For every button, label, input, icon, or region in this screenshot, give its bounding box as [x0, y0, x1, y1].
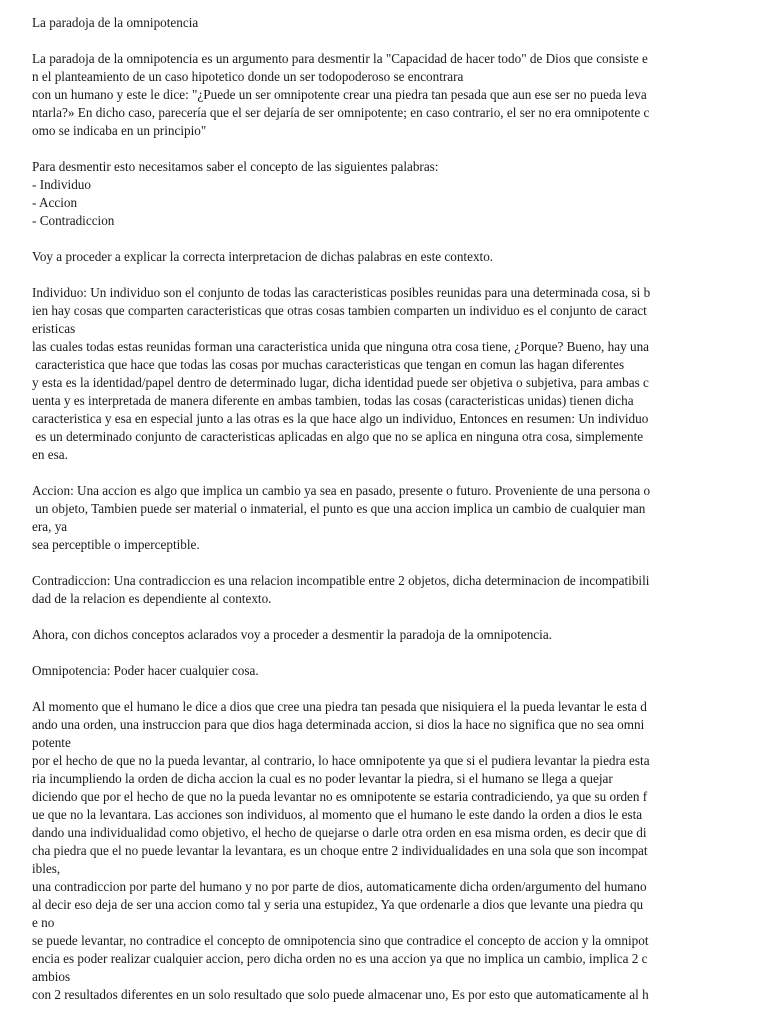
text-line: una contradiccion por parte del humano y no por parte de dios, automaticamente dicha orden/argumento del humano — [32, 879, 647, 894]
text-line: un objeto, Tambien puede ser material o inmaterial, el punto es que una accion implica un cambio de cualquier man — [32, 501, 646, 516]
text-line: encia es poder realizar cualquier accion, pero dicha orden no es una accion ya que no implica un cambio, implica 2 c — [32, 951, 648, 966]
text-line: - Individuo — [32, 177, 91, 192]
text-line: uenta y es interpretada de manera diferente en ambas tambien, todas las cosas (caracteristicas unidas) tienen dicha — [32, 393, 634, 408]
text-line: sea perceptible o imperceptible. — [32, 537, 200, 552]
text-line: era, ya — [32, 519, 68, 534]
text-line: es un determinado conjunto de caracteristicas aplicadas en algo que no se aplica en ninguna otra cosa, simplemente — [32, 429, 644, 444]
text-line: La paradoja de la omnipotencia es un argumento para desmentir la "Capacidad de hacer todo" de Dios que consiste e — [32, 51, 648, 66]
text-line: en esa. — [32, 447, 68, 462]
text-line: caracteristica y esa en especial junto a las otras es la que hace algo un individuo, Entonces en resumen: Un individuo — [32, 411, 649, 426]
text-line: se puede levantar, no contradice el concepto de omnipotencia sino que contradice el concepto de accion y la omnipot — [32, 933, 649, 948]
text-line: al decir eso deja de ser una accion como tal y seria una estupidez, Ya que ordenarle a dios que levante una piedra qu — [32, 897, 644, 912]
paragraph-gap — [32, 554, 742, 572]
text-line: - Accion — [32, 195, 78, 210]
paragraph-gap — [32, 32, 742, 50]
text-line: La paradoja de la omnipotencia — [32, 15, 199, 30]
text-line: las cuales todas estas reunidas forman una caracteristica unida que ninguna otra cosa tiene, ¿Porque? Bueno, hay una — [32, 339, 650, 354]
paragraph-gap — [32, 266, 742, 284]
paragraph-gap — [32, 680, 742, 698]
text-line: ibles, — [32, 861, 61, 876]
text-line: diciendo que por el hecho de que no la pueda levantar no es omnipotente se estaria contradiciendo, ya que su orden f — [32, 789, 648, 804]
text-line: ambios — [32, 969, 71, 984]
text-line: Omnipotencia: Poder hacer cualquier cosa. — [32, 663, 259, 678]
text-line: ntarla?» En dicho caso, parecería que el ser dejaría de ser omnipotente; en caso contrario, el ser no era omnipotente c — [32, 105, 650, 120]
text-line: caracteristica que hace que todas las cosas por muchas caracteristicas que tengan en comun las hagan diferentes — [32, 357, 625, 372]
paragraph-gap — [32, 140, 742, 158]
text-line: con un humano y este le dice: "¿Puede un ser omnipotente crear una piedra tan pesada que aun ese ser no pueda leva — [32, 87, 647, 102]
text-line: eristicas — [32, 321, 76, 336]
text-line: ien hay cosas que comparten caracteristicas que otras cosas tambien comparten un individuo es el conjunto de caract — [32, 303, 647, 318]
text-line: dad de la relacion es dependiente al contexto. — [32, 591, 272, 606]
text-line: Al momento que el humano le dice a dios que cree una piedra tan pesada que nisiquiera el la pueda levantar le esta d — [32, 699, 647, 714]
text-line: Accion: Una accion es algo que implica un cambio ya sea en pasado, presente o futuro. Proveniente de una persona o — [32, 483, 651, 498]
text-line: dando una individualidad como objetivo, el hecho de quejarse o darle otra orden en esa misma orden, es decir que di — [32, 825, 647, 840]
text-line: Para desmentir esto necesitamos saber el concepto de las siguientes palabras: — [32, 159, 439, 174]
text-line: n el planteamiento de un caso hipotetico donde un ser todopoderoso se encontrara — [32, 69, 464, 84]
text-line: Contradiccion: Una contradiccion es una relacion incompatible entre 2 objetos, dicha determinacion de incompatibili — [32, 573, 650, 588]
text-line: ria incumpliendo la orden de dicha accion la cual es no poder levantar la piedra, si el humano se llega a quejar — [32, 771, 613, 786]
paragraph-gap — [32, 230, 742, 248]
text-line: por el hecho de que no la pueda levantar, al contrario, lo hace omnipotente ya que si el pudiera levantar la piedra esta — [32, 753, 650, 768]
paragraph-gap — [32, 464, 742, 482]
text-line: y esta es la identidad/papel dentro de determinado lugar, dicha identidad puede ser objetiva o subjetiva, para ambas c — [32, 375, 649, 390]
text-line: potente — [32, 735, 71, 750]
text-line: omo se indicaba en un principio" — [32, 123, 207, 138]
text-line: Ahora, con dichos conceptos aclarados voy a proceder a desmentir la paradoja de la omnipotencia. — [32, 627, 552, 642]
text-line: ue que no la levantara. Las acciones son individuos, al momento que el humano le este dando la orden a dios le esta — [32, 807, 643, 822]
text-line: e no — [32, 915, 55, 930]
text-line: Voy a proceder a explicar la correcta interpretacion de dichas palabras en este contexto. — [32, 249, 494, 264]
text-line: ando una orden, una instruccion para que dios haga determinada accion, si dios la hace no significa que no sea omni — [32, 717, 645, 732]
text-line: cha piedra que el no puede levantar la levantara, es un choque entre 2 individualidades en una sola que son incompat — [32, 843, 648, 858]
paragraph-gap — [32, 608, 742, 626]
text-line: con 2 resultados diferentes en un solo resultado que solo puede almacenar uno, Es por esto que automaticamente al h — [32, 987, 649, 1002]
document-page — [32, 14, 742, 1004]
paragraph-gap — [32, 644, 742, 662]
text-line: - Contradiccion — [32, 213, 115, 228]
text-line: Individuo: Un individuo son el conjunto de todas las caracteristicas posibles reunidas para una determinada cosa, si b — [32, 285, 651, 300]
